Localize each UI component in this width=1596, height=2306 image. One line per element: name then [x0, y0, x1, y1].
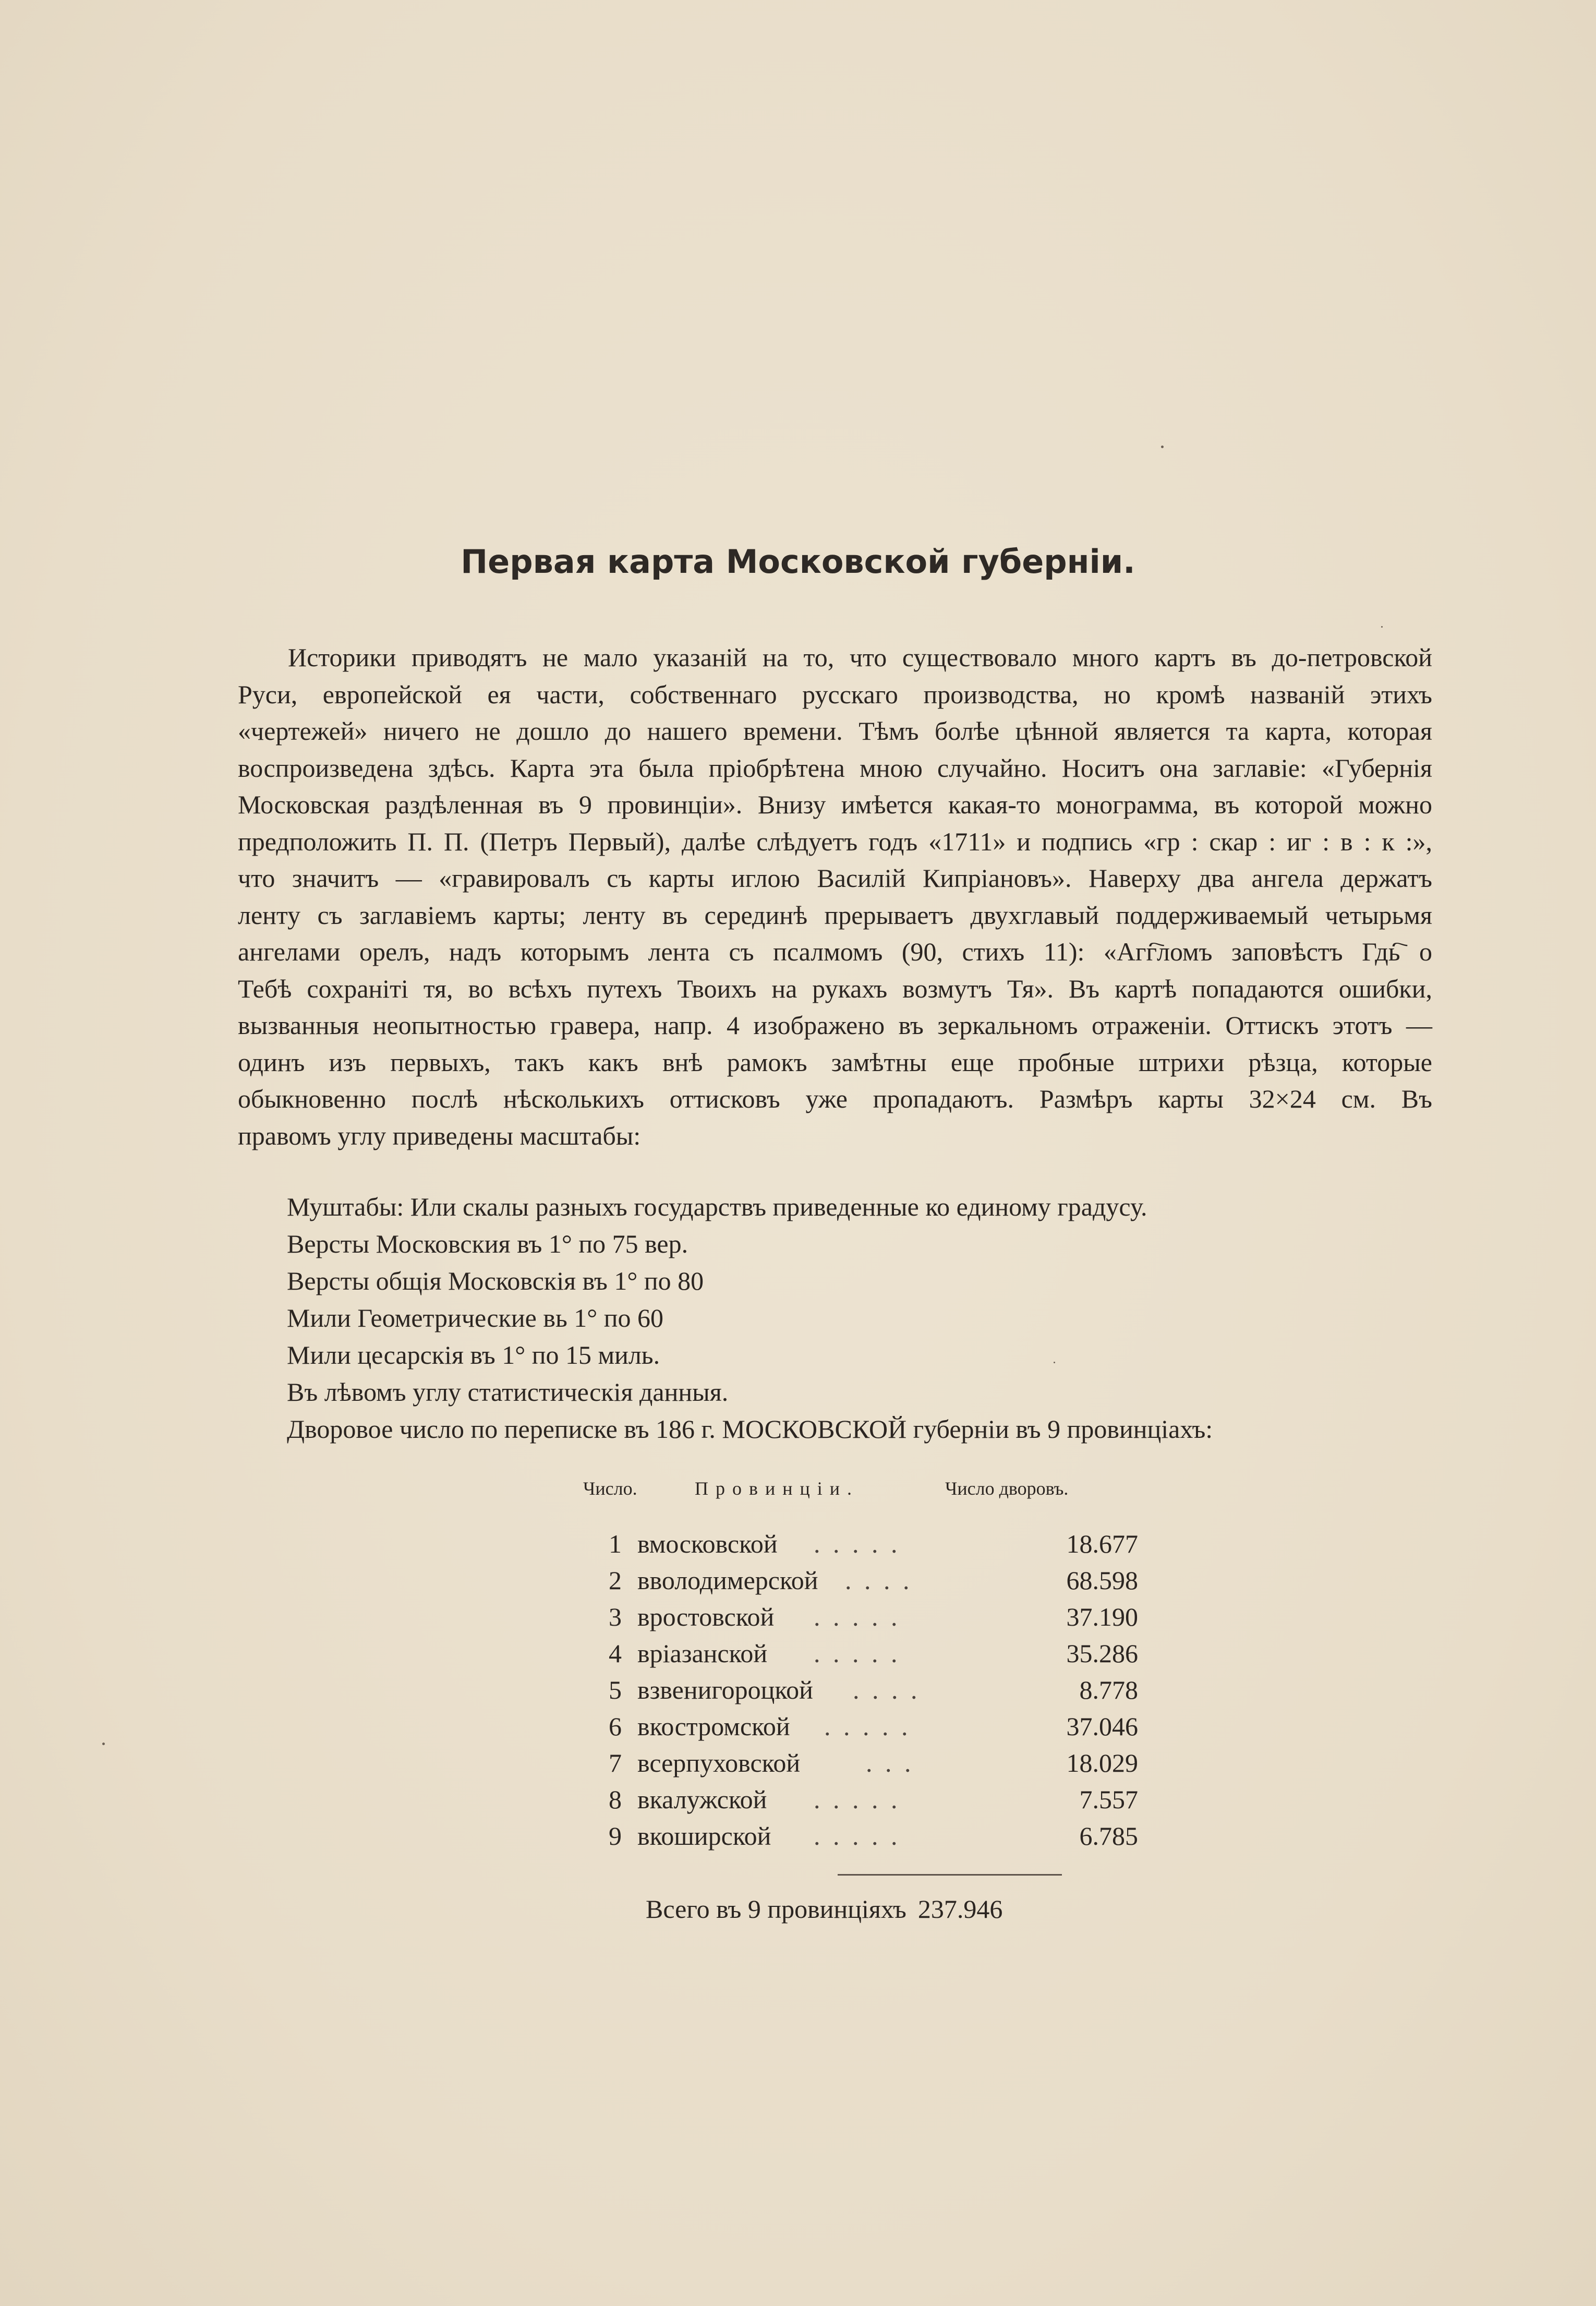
leader-dots: . . . . . — [814, 1529, 901, 1558]
yard-count: 7.557 — [1079, 1785, 1138, 1814]
leader-dots: . . . . . — [814, 1785, 901, 1814]
paragraph-line: одинъ изъ первыхъ, такъ какъ внѣ рамокъ замѣтны еще пробные штрихи рѣзца, которые — [238, 1047, 1432, 1077]
paper-speck — [1054, 1362, 1055, 1363]
paragraph-line: ангелами орелъ, надъ которымъ лента съ псалмомъ (90, стихъ 11): «Агг҇ломъ заповѣстъ Гдь҇ о — [238, 937, 1432, 966]
paragraph-line: правомъ углу приведены масштабы: — [238, 1121, 641, 1150]
leader-dots: . . . — [866, 1748, 914, 1777]
leader-dots: . . . . — [845, 1566, 913, 1595]
yard-count: 68.598 — [1066, 1566, 1138, 1595]
scale-list — [287, 1188, 1434, 1448]
yard-count: 37.190 — [1066, 1602, 1138, 1631]
total-rule — [838, 1874, 1062, 1876]
list-item: Въ лѣвомъ углу статистическія данныя. — [287, 1377, 729, 1407]
paragraph-line: обыкновенно послѣ нѣсколькихъ оттисковъ уже пропадаютъ. Размѣръ карты 32×24 см. Въ — [238, 1084, 1432, 1113]
total-label: Всего въ 9 провинціяхъ — [646, 1894, 906, 1924]
list-item: Версты общія Московскія въ 1° по 80 — [287, 1266, 704, 1295]
province-name: взвенигороцкой — [637, 1675, 813, 1704]
province-name: вкостромской — [637, 1712, 790, 1741]
paragraph-line: Историки приводятъ не мало указаній на то, что существовало много картъ въ до-петровской — [288, 643, 1432, 672]
province-name: всерпуховской — [637, 1748, 801, 1777]
row-number: 8 — [609, 1785, 622, 1814]
table-row — [595, 1675, 1138, 1711]
yard-count: 6.785 — [1079, 1821, 1138, 1851]
paragraph-line: воспроизведена здѣсь. Карта эта была пріобрѣтена мною случайно. Носитъ она заглавіе: «Губернія — [238, 753, 1432, 783]
row-number: 4 — [609, 1639, 622, 1668]
list-item: Мили цесарскія въ 1° по 15 миль. — [287, 1340, 660, 1370]
table-row — [595, 1821, 1138, 1857]
table-row — [595, 1784, 1138, 1821]
yard-count: 18.677 — [1066, 1529, 1138, 1558]
list-item: Версты Московския въ 1° по 75 вер. — [287, 1229, 688, 1258]
row-number: 2 — [609, 1566, 622, 1595]
paper-speck — [102, 1743, 105, 1745]
leader-dots: . . . . . — [814, 1639, 901, 1668]
row-number: 6 — [609, 1712, 622, 1741]
table-row — [595, 1602, 1138, 1638]
leader-dots: . . . . . — [814, 1821, 901, 1851]
table-row — [595, 1711, 1138, 1748]
leader-dots: . . . . — [853, 1675, 921, 1704]
province-table — [595, 1529, 1138, 1857]
table-row — [595, 1565, 1138, 1602]
paragraph-line: что значитъ — «гравировалъ съ карты иглою Василій Кипріановъ». Наверху два ангела держатъ — [238, 863, 1432, 893]
body-paragraph — [238, 639, 1432, 1154]
row-number: 1 — [609, 1529, 622, 1558]
total-line — [646, 1894, 1002, 1924]
paragraph-line: Руси, европейской ея части, собственнаго русскаго производства, но кромѣ названій этихъ — [238, 679, 1432, 709]
paragraph-line: вызванныя неопытностью гравера, напр. 4 изображено въ зеркальномъ отраженіи. Оттискъ этотъ — — [238, 1011, 1432, 1040]
leader-dots: . . . . . — [814, 1602, 901, 1631]
paragraph-line: предположить П. П. (Петръ Первый), далѣе слѣдуетъ годъ «1711» и подпись «гр : скар : иг : в : к :», — [238, 826, 1432, 856]
row-number: 7 — [609, 1748, 622, 1777]
province-name: вріазанской — [637, 1639, 768, 1668]
row-number: 9 — [609, 1821, 622, 1851]
page-title: Первая карта Московской губерніи. — [461, 543, 1135, 581]
column-header-province: Провинціи. — [695, 1478, 860, 1499]
leader-dots: . . . . . — [824, 1712, 911, 1741]
table-row — [595, 1638, 1138, 1675]
table-row — [595, 1529, 1138, 1565]
paragraph-line: Тебѣ сохраніті тя, во всѣхъ путехъ Твоихъ на рукахъ возмутъ Тя». Въ картѣ попадаются ошибки, — [238, 974, 1432, 1003]
column-header-yards: Число дворовъ. — [945, 1478, 1069, 1499]
list-item: Муштабы: Или скалы разныхъ государствъ приведенные ко единому градусу. — [287, 1192, 1147, 1221]
list-item: Дворовое число по переписке въ 186 г. МОСКОВСКОЙ губерніи въ 9 провинціахъ: — [287, 1414, 1213, 1444]
province-name: вмосковской — [637, 1529, 778, 1558]
province-name: вростовской — [637, 1602, 775, 1631]
paragraph-line: «чертежей» ничего не дошло до нашего времени. Тѣмъ болѣе цѣнной является та карта, которая — [238, 716, 1432, 746]
column-header-number: Число. — [583, 1478, 637, 1499]
yard-count: 8.778 — [1079, 1675, 1138, 1704]
paragraph-line: ленту съ заглавіемъ карты; ленту въ серединѣ прерываетъ двухглавый поддерживаемый четырьмя — [238, 900, 1432, 930]
province-name: вкоширской — [637, 1821, 771, 1851]
row-number: 3 — [609, 1602, 622, 1631]
province-name: вкалужской — [637, 1785, 767, 1814]
yard-count: 37.046 — [1066, 1712, 1138, 1741]
paper-speck — [1161, 446, 1164, 448]
total-value: 237.946 — [917, 1894, 1003, 1924]
paragraph-line: Московская раздѣленная въ 9 провинціи». Внизу имѣется какая-то монограмма, въ которой можно — [238, 790, 1432, 819]
yard-count: 18.029 — [1066, 1748, 1138, 1777]
province-name: вволодимерской — [637, 1566, 818, 1595]
row-number: 5 — [609, 1675, 622, 1704]
list-item: Мили Геометрические вь 1° по 60 — [287, 1303, 663, 1332]
yard-count: 35.286 — [1066, 1639, 1138, 1668]
paper-speck — [1381, 626, 1383, 628]
table-row — [595, 1748, 1138, 1784]
